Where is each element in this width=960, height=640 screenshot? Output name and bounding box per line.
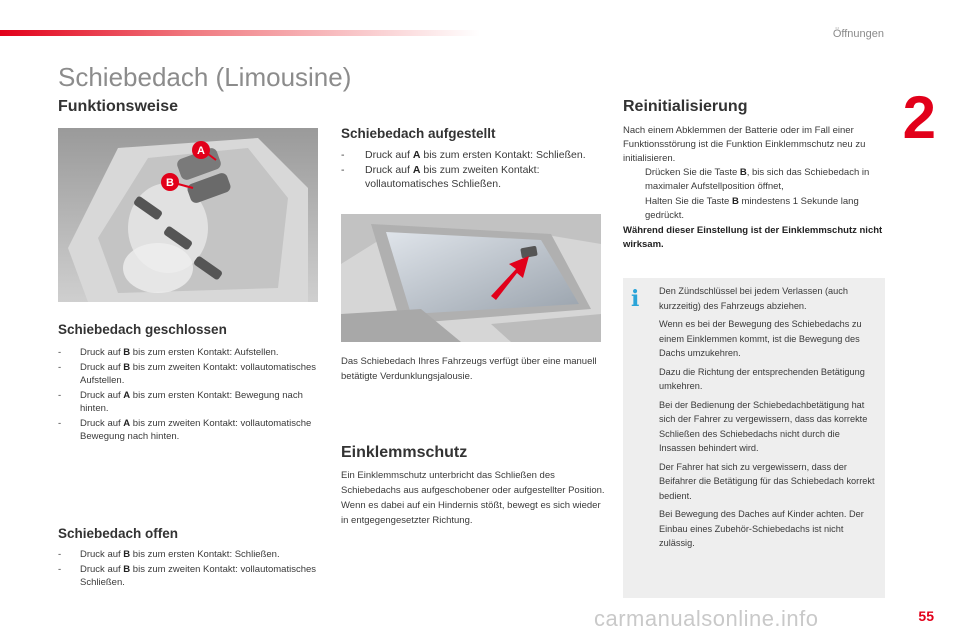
heading-funktionsweise: Funktionsweise — [58, 98, 179, 115]
info-paragraph: Wenn es bei der Bewegung des Schiebedachs zu einem Einklemmen kommt, ist die Bewegung des Dachs umzukehren. — [659, 319, 862, 358]
closed-list — [58, 346, 320, 445]
chapter-number: 2 — [902, 84, 936, 151]
info-paragraph: Bei der Bedienung der Schiebedachbetätigung hat sich der Fahrer zu vergewissern, dass das korrekte Schließen des Schiebedachs nicht durch die Insassen behindert wird. — [659, 399, 868, 453]
list-item: - Druck auf A bis zum ersten Kontakt: Bewegung nach hinten. — [58, 389, 303, 414]
list-item: - Druck auf B bis zum zweiten Kontakt: vollautomatisches Aufstellen. — [58, 361, 317, 386]
reinit-steps — [623, 166, 887, 224]
list-item: - Druck auf A bis zum ersten Kontakt: Schließen. — [341, 149, 586, 161]
heading-reinit: Reinitialisierung — [623, 98, 748, 115]
heading-closed: Schiebedach geschlossen — [58, 322, 227, 337]
list-item: - Druck auf A bis zum zweiten Kontakt: vollautomatische Bewegung nach hinten. — [58, 417, 312, 442]
list-item: - Druck auf B bis zum ersten Kontakt: Aufstellen. — [58, 347, 279, 358]
heading-pinch: Einklemmschutz — [341, 444, 468, 461]
sunroof-image — [341, 214, 601, 342]
watermark: carmanualsonline.info — [594, 606, 819, 631]
label-b: B — [166, 177, 174, 189]
info-text — [659, 284, 879, 555]
reinit-warning: Während dieser Einstellung ist der Einklemmschutz nicht wirksam. — [623, 225, 883, 250]
raised-list — [341, 148, 599, 192]
reinit-intro: Nach einem Abklemmen der Batterie oder im Fall einer Funktionsstörung ist die Funktion Einklemmschutz neu zu initialisieren. — [623, 125, 866, 164]
list-item: Halten Sie die Taste B mindestens 1 Sekunde lang gedrückt. — [645, 196, 859, 221]
page-number: 55 — [918, 608, 934, 624]
top-accent-bar — [0, 30, 480, 36]
label-a: A — [197, 145, 205, 157]
heading-raised: Schiebedach aufgestellt — [341, 126, 496, 141]
list-item: - Druck auf A bis zum zweiten Kontakt: vollautomatisches Schließen. — [341, 164, 540, 190]
info-paragraph: Dazu die Richtung der entsprechenden Betätigung umkehren. — [659, 366, 865, 391]
list-item: - Druck auf B bis zum zweiten Kontakt: vollautomatisches Schließen. — [58, 563, 317, 588]
list-item: Drücken Sie die Taste B, bis sich das Schiebedach in maximaler Aufstellposition öffnet, — [645, 167, 870, 192]
page-title: Schiebedach (Limousine) — [58, 62, 352, 92]
list-item: - Druck auf B bis zum ersten Kontakt: Schließen. — [58, 549, 280, 560]
roof-console-image — [58, 128, 318, 302]
info-box — [623, 278, 885, 598]
pinch-text: Ein Einklemmschutz unterbricht das Schließen des Schiebedachs aus aufgeschobener oder aufgestellter Position. Wenn es dabei auf ein Hindernis stößt, bewegt es sich wieder in entgegengesetzter Richtung. — [341, 470, 605, 526]
open-list — [58, 548, 320, 591]
info-paragraph: Bei Bewegung des Daches auf Kinder achten. Der Einbau eines Zubehör-Schiebedachs ist nicht zulässig. — [659, 509, 864, 548]
info-paragraph: Den Zündschlüssel bei jedem Verlassen (auch kurzzeitig) des Fahrzeugs abziehen. — [659, 286, 848, 311]
section-label: Öffnungen — [832, 28, 884, 40]
heading-open: Schiebedach offen — [58, 526, 179, 541]
info-icon: i — [631, 286, 640, 312]
info-paragraph: Der Fahrer hat sich zu vergewissern, dass der Beifahrer die Betätigung für das Schiebedach korrekt bedient. — [659, 461, 875, 501]
sunroof-caption: Das Schiebedach Ihres Fahrzeugs verfügt über eine manuell betätigte Verdunklungsjalousie. — [341, 356, 597, 382]
